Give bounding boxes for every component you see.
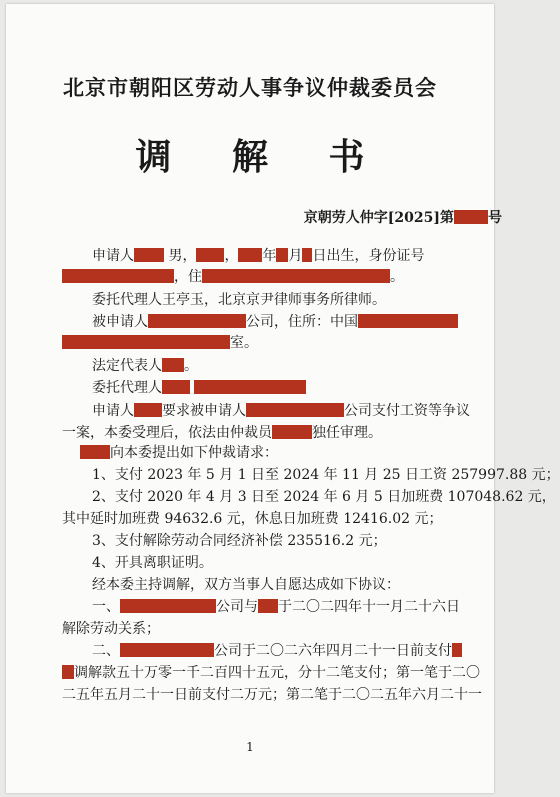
- redaction: [62, 665, 74, 679]
- redaction: [452, 643, 462, 657]
- respondent-text: 公司，住所：中国: [246, 314, 358, 330]
- respondent-label: 被申请人: [92, 314, 148, 330]
- redaction: [120, 643, 214, 657]
- redaction: [62, 335, 230, 349]
- agreement-text: 公司与: [216, 599, 258, 615]
- document-title: 调 解 书: [135, 136, 389, 178]
- legal-rep-end: 。: [184, 358, 198, 374]
- agreement-1-line-1: [92, 597, 460, 617]
- redaction: [194, 380, 306, 394]
- case-number-prefix: 京朝劳人仲字[2025]第: [303, 210, 454, 226]
- redaction: [272, 425, 312, 439]
- applicant-line-2: [62, 267, 404, 287]
- legal-rep-line: [92, 356, 198, 376]
- case-intro-text: 独任审理。: [312, 425, 382, 441]
- respondent-line-1: [92, 312, 458, 332]
- respondent-text: 室。: [230, 335, 258, 351]
- agreement-text: 公司于二〇二六年四月二十一日前支付: [214, 643, 452, 659]
- agent-line-2: [92, 378, 306, 398]
- agreement-1-line-2: 解除劳动关系；: [62, 621, 160, 637]
- claim-item: 4、开具离职证明。: [92, 555, 213, 571]
- redaction: [120, 599, 216, 613]
- respondent-line-2: [62, 333, 258, 353]
- agreement-2-line-3: 二五年五月二十一日前支付二万元；第二笔于二〇二五年六月二十一: [62, 687, 482, 703]
- case-intro-text: 要求被申请人: [162, 403, 246, 419]
- case-number: [304, 207, 502, 227]
- agreement-text: 二、: [92, 643, 120, 659]
- applicant-text: 月: [288, 248, 303, 264]
- agreement-2-line-1: [92, 641, 462, 661]
- redaction: [134, 248, 164, 262]
- applicant-text: 年: [262, 248, 277, 264]
- case-number-suffix: 号: [488, 210, 502, 226]
- redaction: [202, 269, 390, 283]
- applicant-text: 男，: [168, 248, 197, 264]
- redaction: [148, 314, 246, 328]
- mediation-intro: 经本委主持调解，双方当事人自愿达成如下协议：: [92, 577, 400, 593]
- legal-rep-label: 法定代表人: [92, 358, 162, 374]
- applicant-text: 。: [390, 269, 404, 285]
- redaction: [258, 599, 278, 613]
- redaction: [80, 445, 110, 459]
- redaction: [238, 248, 262, 262]
- applicant-text: 日出生，身份证号: [312, 248, 425, 264]
- redaction: [246, 403, 344, 417]
- redaction: [302, 248, 312, 262]
- page-number: 1: [246, 740, 254, 754]
- committee-title: 北京市朝阳区劳动人事争议仲裁委员会: [63, 75, 437, 100]
- claim-item: 1、支付 2023 年 5 月 1 日至 2024 年 11 月 25 日工资 257997.88 元；: [92, 467, 560, 483]
- agreement-2-line-2: [62, 663, 480, 683]
- redaction: [134, 403, 162, 417]
- applicant-label: 申请人: [92, 248, 134, 264]
- redaction: [358, 314, 458, 328]
- applicant-text: ，: [224, 248, 239, 264]
- case-intro-line-1: [92, 401, 470, 421]
- redaction: [276, 248, 288, 262]
- case-intro-line-2: [62, 423, 382, 443]
- agent-line-1: 委托代理人王亭玉，北京京尹律师事务所律师。: [92, 292, 386, 308]
- redaction: [62, 269, 174, 283]
- case-intro-text: 申请人: [92, 403, 134, 419]
- case-intro-text: 一案，本委受理后，依法由仲裁员: [62, 425, 272, 441]
- redaction: [162, 380, 190, 394]
- claim-item: 其中延时加班费 94632.6 元，休息日加班费 12416.02 元；: [62, 511, 443, 527]
- applicant-text: ，住: [174, 269, 202, 285]
- redaction: [162, 358, 184, 372]
- claims-intro-text: 向本委提出如下仲裁请求：: [110, 445, 278, 461]
- agreement-text: 调解款五十万零一千二百四十五元，分十二笔支付；第一笔于二〇: [74, 665, 480, 681]
- agent-label: 委托代理人: [92, 380, 162, 396]
- applicant-line-1: [92, 246, 424, 266]
- agreement-text: 一、: [92, 599, 120, 615]
- case-intro-text: 公司支付工资等争议: [344, 403, 470, 419]
- claims-intro-line: [80, 443, 278, 463]
- claim-item: 3、支付解除劳动合同经济补偿 235516.2 元；: [92, 533, 387, 549]
- agreement-text: 于二〇二四年十一月二十六日: [278, 599, 460, 615]
- redaction: [454, 210, 488, 224]
- claim-item: 2、支付 2020 年 4 月 3 日至 2024 年 6 月 5 日加班费 107048.62 元，: [92, 489, 556, 505]
- redaction: [196, 248, 224, 262]
